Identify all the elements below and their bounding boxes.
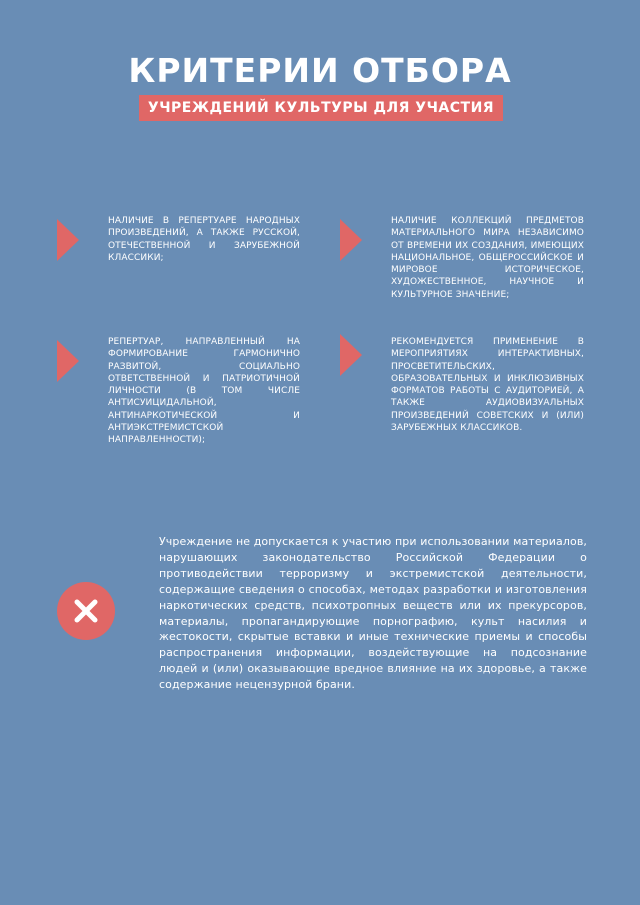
close-icon (57, 582, 115, 640)
triangle-bullet-icon (340, 219, 362, 261)
criterion-2-text: НАЛИЧИЕ КОЛЛЕКЦИЙ ПРЕДМЕТОВ МАТЕРИАЛЬНОГО МИРА НЕЗАВИСИМО ОТ ВРЕМЕНИ ИХ СОЗДАНИЯ, ИМЕЮЩИХ НАЦИОНАЛЬНОЕ, ОБЩЕРОССИЙСКОЕ И МИРОВОЕ ИСТОРИЧЕСКОЕ, ХУДОЖЕСТВЕННОЕ, НАУЧНОЕ И КУЛЬТУРНОЕ ЗНАЧЕНИЕ; (391, 216, 584, 300)
criterion-4-text: РЕКОМЕНДУЕТСЯ ПРИМЕНЕНИЕ В МЕРОПРИЯТИЯХ ИНТЕРАКТИВНЫХ, ПРОСВЕТИТЕЛЬСКИХ, ОБРАЗОВАТЕЛЬНЫХ И ИНКЛЮЗИВНЫХ ФОРМАТОВ РАБОТЫ С АУДИТОРИЕЙ, А ТАКЖЕ АУДИОВИЗУАЛЬНЫХ ПРОИЗВЕДЕНИЙ СОВЕТСКИХ И (ИЛИ) ЗАРУБЕЖНЫХ КЛАССИКОВ. (391, 337, 584, 434)
page-title: КРИТЕРИИ ОТБОРА (128, 51, 512, 90)
warning-text: Учреждение не допускается к участию при использовании материалов, нарушающих законодательство Российской Федерации о противодействии терроризму и экстремистской деятельности, содержащие сведения о способах, методах разработки и изготовления наркотических средств, психотропных веществ или их прекурсоров, материалы, пропагандирующие порнографию, культ насилия и жестокости, скрытые вставки и иные технические приемы и способы распространения информации, воздействующие на подсознание людей и (или) оказывающие вредное влияние на их здоровье, а также содержание нецензурной брани. (159, 535, 587, 692)
triangle-bullet-icon (340, 334, 362, 376)
triangle-bullet-icon (57, 340, 79, 382)
warning-badge (57, 582, 115, 640)
triangle-bullet-icon (57, 219, 79, 261)
criterion-3-text: РЕПЕРТУАР, НАПРАВЛЕННЫЙ НА ФОРМИРОВАНИЕ ГАРМОНИЧНО РАЗВИТОЙ, СОЦИАЛЬНО ОТВЕТСТВЕННОЙ И ПАТРИОТИЧНОЙ ЛИЧНОСТИ (В ТОМ ЧИСЛЕ АНТИСУИЦИДАЛЬНОЙ, АНТИНАРКОТИЧЕСКОЙ И АНТИЭКСТРЕМИСТСКОЙ НАПРАВЛЕННОСТИ); (108, 337, 300, 446)
page-subtitle: УЧРЕЖДЕНИЙ КУЛЬТУРЫ ДЛЯ УЧАСТИЯ (139, 95, 503, 121)
criterion-1-text: НАЛИЧИЕ В РЕПЕРТУАРЕ НАРОДНЫХ ПРОИЗВЕДЕНИЙ, А ТАКЖЕ РУССКОЙ, ОТЕЧЕСТВЕННОЙ И ЗАРУБЕЖНОЙ КЛАССИКИ; (108, 216, 300, 263)
